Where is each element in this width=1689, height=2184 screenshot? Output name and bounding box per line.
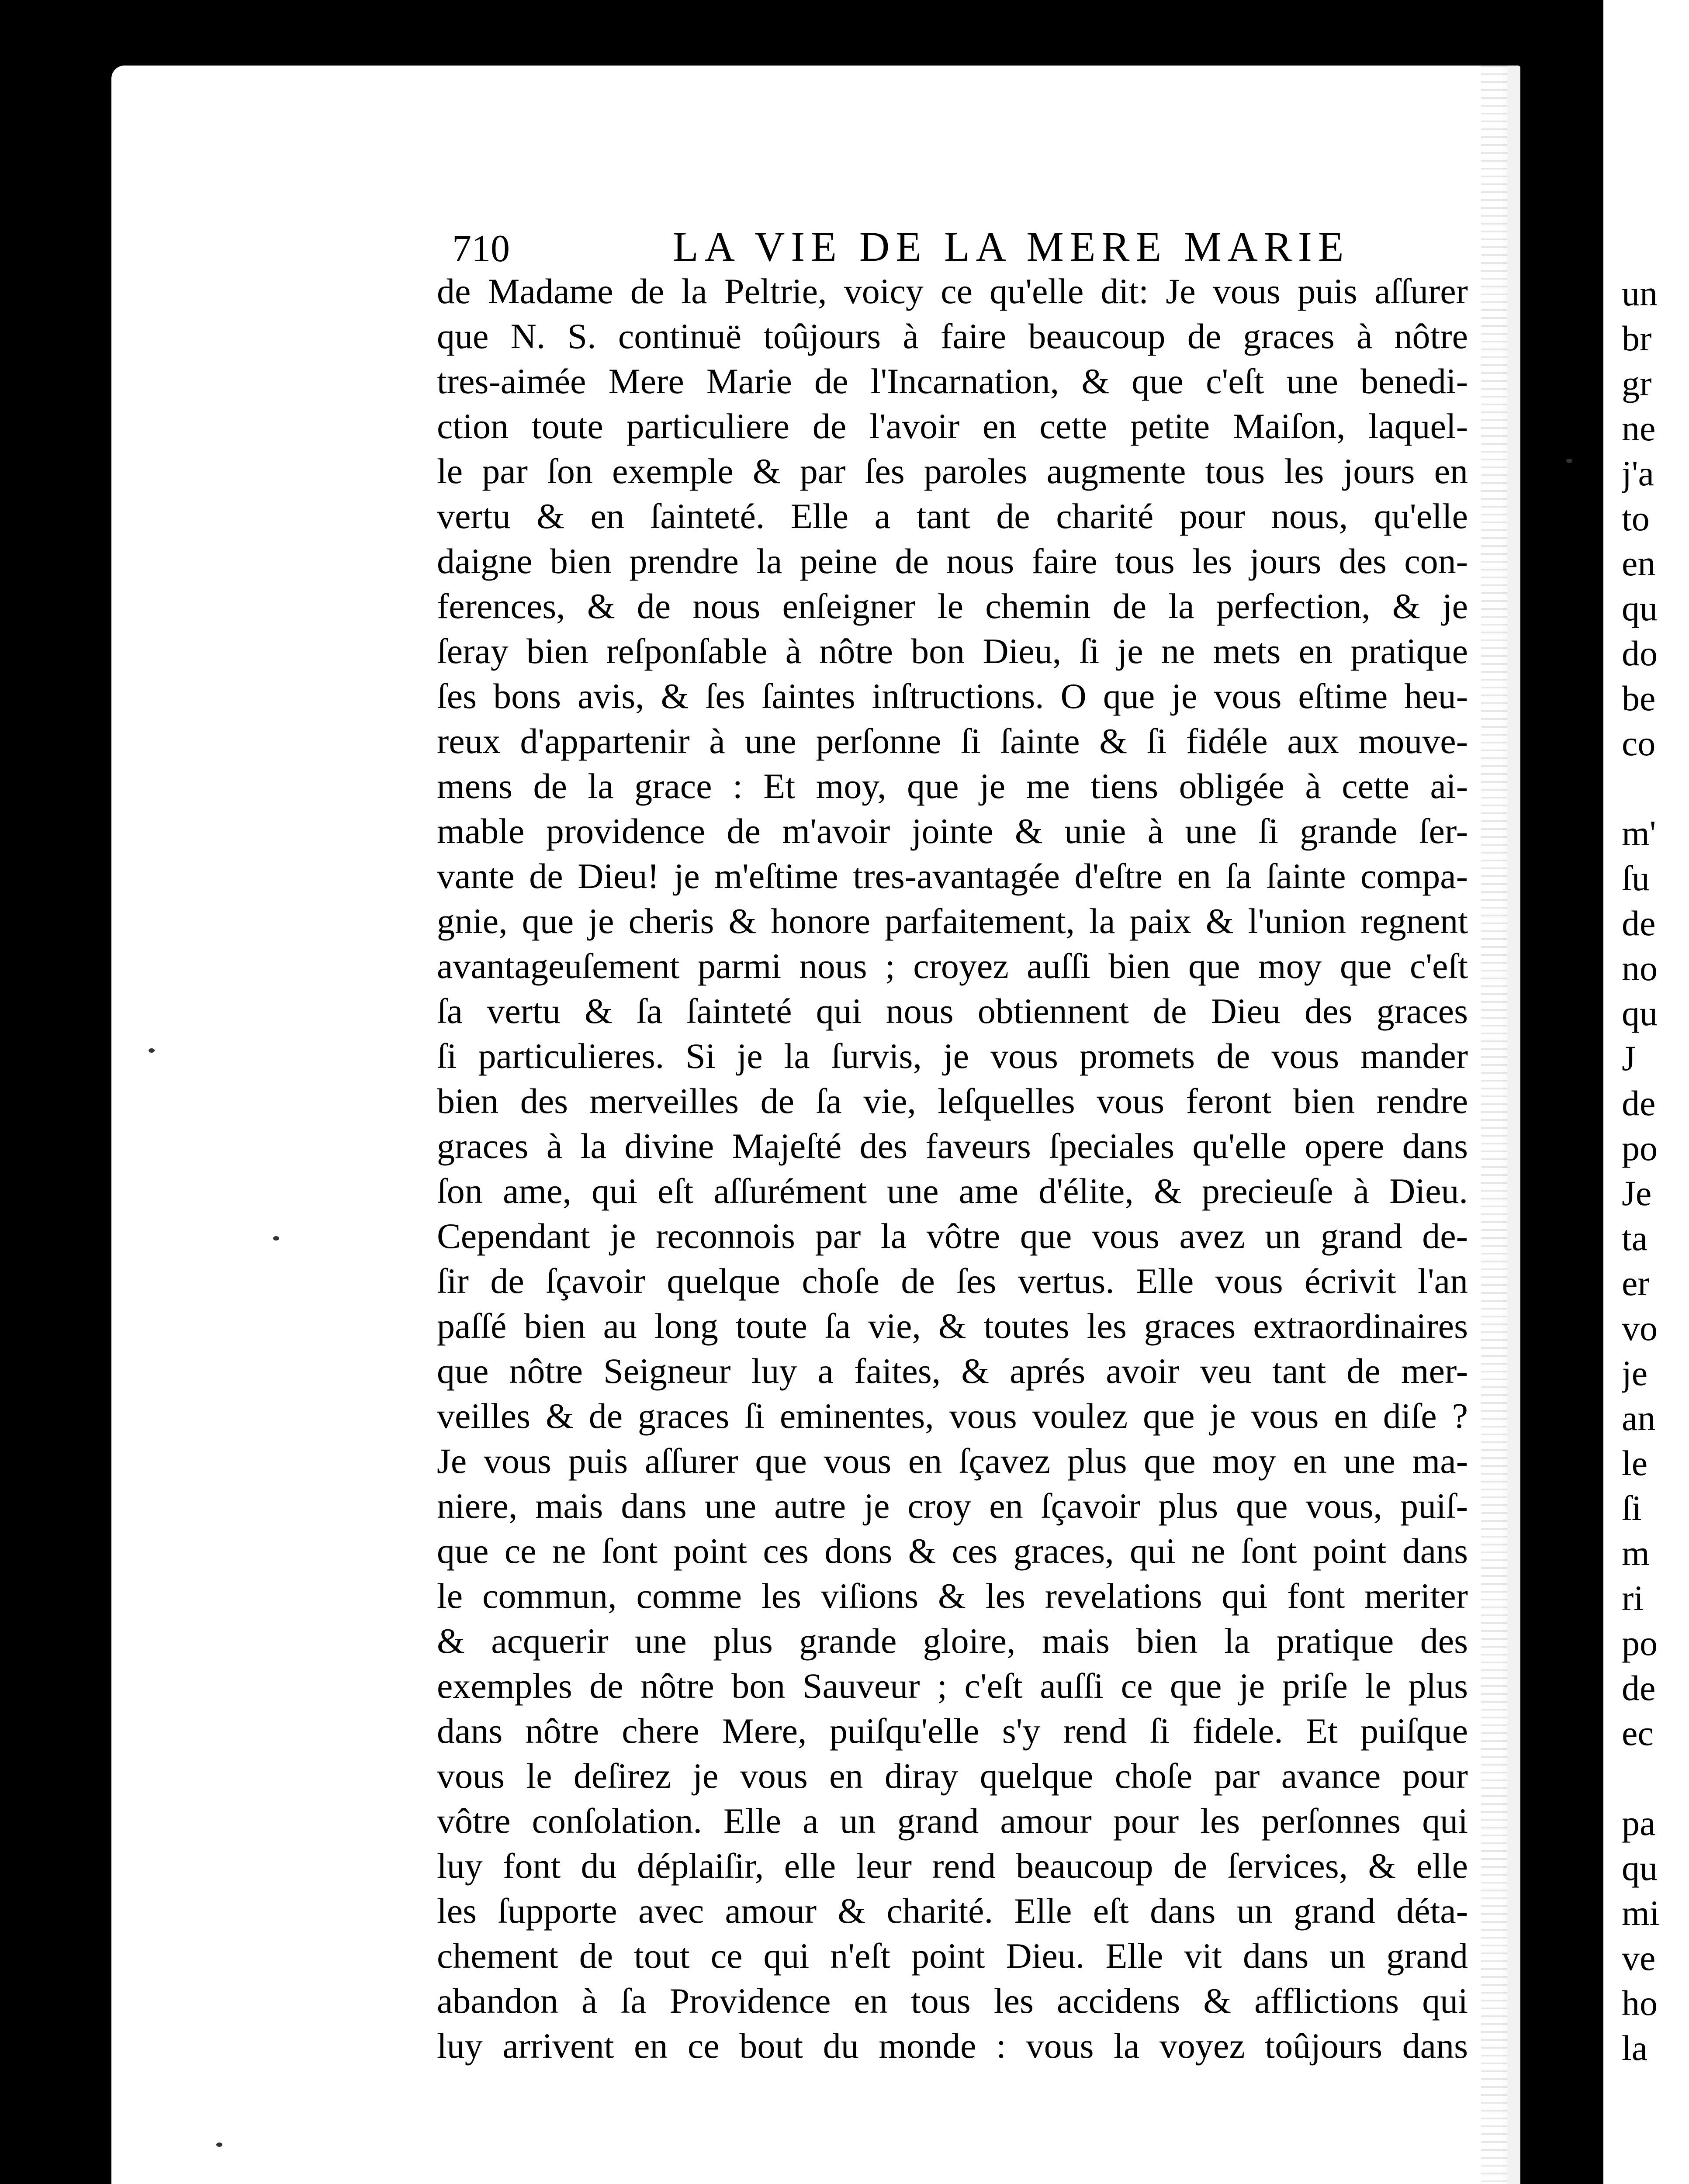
text-line: vous le deſirez je vous en diray quelque choſe par avance pour bbox=[437, 1756, 1468, 1796]
facing-page-fragment: ta bbox=[1622, 1218, 1648, 1258]
text-line: dans nôtre chere Mere, puiſqu'elle s'y rend ſi fidele. Et puiſque bbox=[437, 1711, 1468, 1751]
facing-page-fragment: do bbox=[1622, 633, 1658, 673]
facing-page-fragment: be bbox=[1622, 678, 1656, 718]
facing-page-fragment: ſu bbox=[1622, 858, 1650, 898]
text-line: Cependant je reconnois par la vôtre que vous avez un grand de- bbox=[437, 1216, 1468, 1256]
text-line: Je vous puis aſſurer que vous en ſçavez plus que moy en une ma- bbox=[437, 1441, 1468, 1481]
facing-page-fragment: qu bbox=[1622, 588, 1658, 628]
facing-page-fragment: de bbox=[1622, 1668, 1656, 1708]
text-line: gnie, que je cheris & honore parfaitement, la paix & l'union regnent bbox=[437, 901, 1468, 941]
facing-page-fragment: po bbox=[1622, 1128, 1658, 1168]
facing-page-fragment: la bbox=[1622, 2028, 1648, 2068]
facing-page-fragment: qu bbox=[1622, 1848, 1658, 1888]
scan-speck bbox=[1566, 459, 1572, 463]
text-line: de Madame de la Peltrie, voicy ce qu'elle dit: Je vous puis aſſurer bbox=[437, 271, 1468, 311]
text-line: paſſé bien au long toute ſa vie, & toutes les graces extraordinaires bbox=[437, 1306, 1468, 1346]
facing-page-fragment: to bbox=[1622, 498, 1650, 538]
scan-speck bbox=[273, 1236, 279, 1241]
facing-page-fragment: m bbox=[1622, 1533, 1650, 1573]
page-number: 710 bbox=[452, 228, 510, 270]
facing-page-fragment: ne bbox=[1622, 408, 1656, 448]
facing-page-fragment bbox=[1622, 766, 1689, 811]
text-line: abandon à ſa Providence en tous les accidens & afflictions qui bbox=[437, 1981, 1468, 2021]
facing-page-fragment: qu bbox=[1622, 993, 1658, 1033]
text-line: ſa vertu & ſa ſainteté qui nous obtiennent de Dieu des graces bbox=[437, 991, 1468, 1031]
text-line: avantageuſement parmi nous ; croyez auſſi bien que moy que c'eſt bbox=[437, 946, 1468, 986]
text-line: ction toute particuliere de l'avoir en cette petite Maiſon, laquel- bbox=[437, 406, 1468, 446]
text-line: veilles & de graces ſi eminentes, vous voulez que je vous en diſe ? bbox=[437, 1396, 1468, 1436]
facing-page-fragment: je bbox=[1622, 1353, 1648, 1393]
text-line: ſir de ſçavoir quelque choſe de ſes vertus. Elle vous écrivit l'an bbox=[437, 1261, 1468, 1301]
text-line: daigne bien prendre la peine de nous faire tous les jours des con- bbox=[437, 541, 1468, 581]
facing-page-fragment: br bbox=[1622, 318, 1652, 358]
text-line: vertu & en ſainteté. Elle a tant de charité pour nous, qu'elle bbox=[437, 496, 1468, 536]
text-line: vante de Dieu! je m'eſtime tres-avantagée d'eſtre en ſa ſainte compa- bbox=[437, 856, 1468, 896]
facing-page-fragment: pa bbox=[1622, 1803, 1656, 1843]
text-line: mens de la grace : Et moy, que je me tiens obligée à cette ai- bbox=[437, 766, 1468, 806]
text-line: chement de tout ce qui n'eſt point Dieu. Elle vit dans un grand bbox=[437, 1936, 1468, 1976]
text-line: mable providence de m'avoir jointe & unie à une ſi grande ſer- bbox=[437, 811, 1468, 851]
scan-speck bbox=[216, 2143, 222, 2147]
text-line: niere, mais dans une autre je croy en ſçavoir plus que vous, puiſ- bbox=[437, 1486, 1468, 1526]
facing-page-fragment: de bbox=[1622, 903, 1656, 943]
facing-page-fragment: j'a bbox=[1622, 453, 1654, 493]
scan-speck bbox=[149, 1048, 155, 1053]
text-line: que ce ne ſont point ces dons & ces graces, qui ne ſont point dans bbox=[437, 1531, 1468, 1571]
facing-page-fragment: ve bbox=[1622, 1938, 1656, 1978]
facing-page-fragment: un bbox=[1622, 273, 1658, 313]
gutter-shadow bbox=[1549, 70, 1601, 2184]
facing-page-fragment: m' bbox=[1622, 813, 1656, 853]
facing-page-fragment: mi bbox=[1622, 1893, 1660, 1933]
facing-page-fragment: en bbox=[1622, 543, 1656, 583]
facing-page-fragment: vo bbox=[1622, 1308, 1658, 1348]
facing-page-fragment: co bbox=[1622, 723, 1656, 763]
facing-page-fragment: ec bbox=[1622, 1713, 1654, 1753]
text-line: que nôtre Seigneur luy a faites, & aprés avoir veu tant de mer- bbox=[437, 1351, 1468, 1391]
text-line: le commun, comme les viſions & les revelations qui font meriter bbox=[437, 1576, 1468, 1616]
facing-page-fragment: an bbox=[1622, 1398, 1656, 1438]
text-line: reux d'appartenir à une perſonne ſi ſainte & ſi fidéle aux mouve- bbox=[437, 721, 1468, 761]
text-line: bien des merveilles de ſa vie, leſquelles vous feront bien rendre bbox=[437, 1081, 1468, 1121]
text-line: exemples de nôtre bon Sauveur ; c'eſt auſſi ce que je priſe le plus bbox=[437, 1666, 1468, 1706]
text-line: graces à la divine Majeſté des faveurs ſpeciales qu'elle opere dans bbox=[437, 1126, 1468, 1166]
facing-page-column bbox=[1622, 271, 1689, 2070]
text-line: tres-aimée Mere Marie de l'Incarnation, & que c'eſt une benedi- bbox=[437, 361, 1468, 401]
facing-page-fragment: po bbox=[1622, 1623, 1658, 1663]
text-line: ſon ame, qui eſt aſſurément une ame d'élite, & precieuſe à Dieu. bbox=[437, 1171, 1468, 1211]
facing-page-fragment: J bbox=[1622, 1038, 1636, 1078]
text-line: les ſupporte avec amour & charité. Elle eſt dans un grand déta- bbox=[437, 1891, 1468, 1931]
text-line: le par ſon exemple & par ſes paroles augmente tous les jours en bbox=[437, 451, 1468, 491]
running-head bbox=[454, 221, 1459, 273]
body-text bbox=[437, 269, 1468, 2068]
facing-page-fragment bbox=[1622, 1755, 1689, 1800]
text-line: vôtre conſolation. Elle a un grand amour pour les perſonnes qui bbox=[437, 1801, 1468, 1841]
text-line: ſes bons avis, & ſes ſaintes inſtructions. O que je vous eſtime heu- bbox=[437, 676, 1468, 716]
facing-page-fragment: ſi bbox=[1622, 1488, 1642, 1528]
facing-page-fragment: ri bbox=[1622, 1578, 1644, 1618]
text-line: luy arrivent en ce bout du monde : vous la voyez toûjours dans bbox=[437, 2026, 1468, 2066]
page-edge-texture bbox=[1481, 66, 1507, 2184]
running-head-title: LA VIE DE LA MERE MARIE bbox=[673, 223, 1350, 270]
facing-page-fragment: ho bbox=[1622, 1983, 1658, 2023]
facing-page-fragment: de bbox=[1622, 1083, 1656, 1123]
facing-page-fragment: gr bbox=[1622, 363, 1652, 403]
facing-page-fragment: no bbox=[1622, 948, 1658, 988]
facing-page-fragment: le bbox=[1622, 1443, 1648, 1483]
facing-page-fragment: er bbox=[1622, 1263, 1650, 1303]
text-line: ferences, & de nous enſeigner le chemin de la perfection, & je bbox=[437, 586, 1468, 626]
text-line: luy font du déplaiſir, elle leur rend beaucoup de ſervices, & elle bbox=[437, 1846, 1468, 1886]
text-line: que N. S. continuë toûjours à faire beaucoup de graces à nôtre bbox=[437, 316, 1468, 356]
text-line: ſi particulieres. Si je la ſurvis, je vous promets de vous mander bbox=[437, 1036, 1468, 1076]
text-line: ſeray bien reſponſable à nôtre bon Dieu, ſi je ne mets en pratique bbox=[437, 631, 1468, 671]
text-line: & acquerir une plus grande gloire, mais bien la pratique des bbox=[437, 1621, 1468, 1661]
facing-page-fragment: Je bbox=[1622, 1173, 1652, 1213]
